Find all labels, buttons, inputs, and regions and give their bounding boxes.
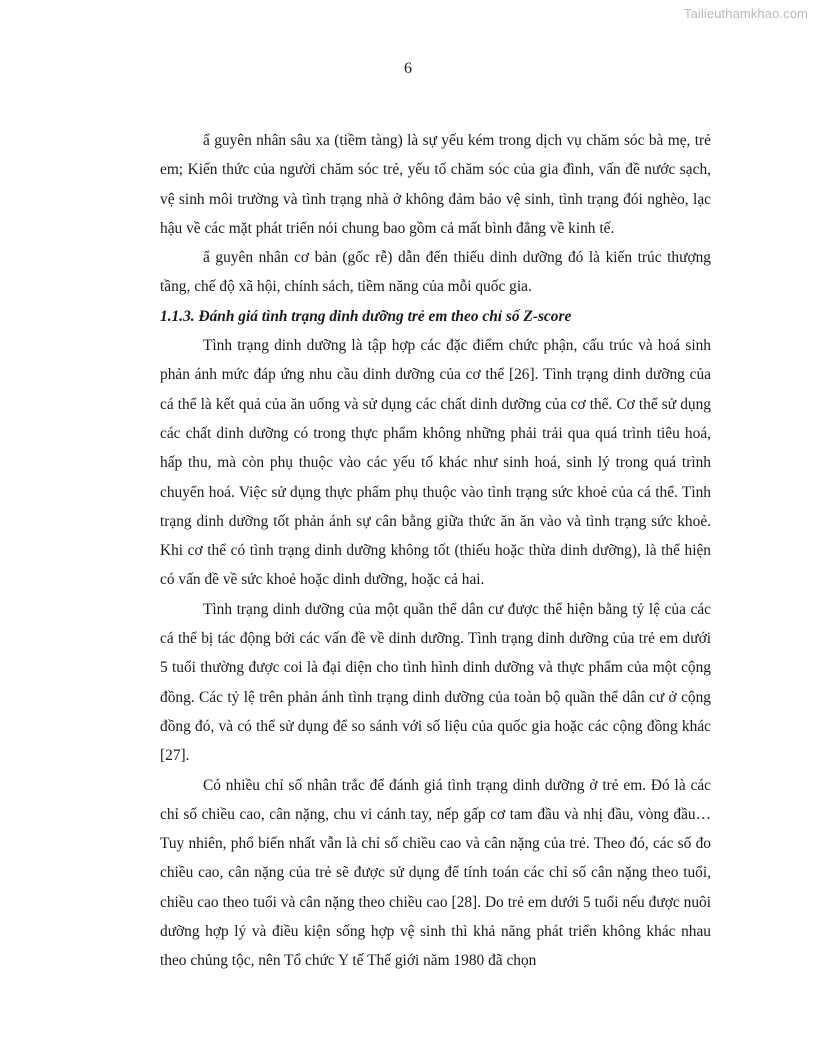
paragraph: ẩ guyên nhân sâu xa (tiềm tàng) là sự yếu kém trong dịch vụ chăm sóc bà mẹ, trẻ em; Kiến thức của người chăm sóc trẻ, yếu tố chăm sóc của gia đình, vấn đề nước sạch, vệ sinh môi trường và tình trạng nhà ở không đảm bảo vệ sinh, tình trạng đói nghèo, lạc hậu về các mặt phát triển nói chung bao gồm cả mất bình đẳng về kinh tế. bbox=[160, 132, 711, 237]
page-number: 6 bbox=[404, 60, 412, 77]
watermark: Tailieuthamkhao.com bbox=[683, 6, 808, 21]
paragraph: Tình trạng dinh dưỡng là tập hợp các đặc điểm chức phận, cấu trúc và hoá sinh phản ánh mức đáp ứng nhu cầu dinh dưỡng của cơ thể [26]. Tình trạng dinh dưỡng của cá thể là kết quả của ăn uống và sử dụng các chất dinh dưỡng của cơ thể. Cơ thể sử dụng các chất dinh dưỡng có trong thực phẩm không những phải trải qua quá trình tiêu hoá, hấp thu, mà còn phụ thuộc vào các yếu tố khác như sinh hoá, sinh lý trong quá trình chuyển hoá. Việc sử dụng thực phẩm phụ thuộc vào tình trạng sức khoẻ của cá thể. Tình trạng dinh dưỡng tốt phản ánh sự cân bằng giữa thức ăn ăn vào và tình trạng sức khoẻ. Khi cơ thể có tình trạng dinh dưỡng không tốt (thiếu hoặc thừa dinh dưỡng), là thể hiện có vấn đề về sức khoẻ hoặc dinh dưỡng, hoặc cả hai. bbox=[160, 337, 711, 589]
paragraph: ẩ guyên nhân cơ bản (gốc rễ) dẫn đến thiếu dinh dưỡng đó là kiến trúc thượng tầng, chế độ xã hội, chính sách, tiềm năng của mỗi quốc gia. bbox=[160, 249, 711, 296]
section-heading: 1.1.3. Đánh giá tình trạng dinh dưỡng trẻ em theo chỉ số Z-score bbox=[160, 307, 572, 325]
paragraph: Tình trạng dinh dưỡng của một quần thể dân cư được thể hiện bằng tỷ lệ của các cá thể bị tác động bởi các vấn đề về dinh dưỡng. Tình trạng dinh dưỡng của trẻ em dưới 5 tuổi thường được coi là đại diện cho tình hình dinh dưỡng và thực phẩm của một cộng đồng. Các tỷ lệ trên phản ánh tình trạng dinh dưỡng của toàn bộ quần thể dân cư ở cộng đồng đó, và có thể sử dụng để so sánh với số liệu của quốc gia hoặc các cộng đồng khác [27]. bbox=[160, 600, 711, 765]
document-body bbox=[160, 126, 711, 976]
paragraph: Có nhiều chỉ số nhân trắc để đánh giá tình trạng dinh dưỡng ở trẻ em. Đó là các chỉ số chiều cao, cân nặng, chu vi cánh tay, nếp gấp cơ tam đầu và nhị đầu, vòng đầu… Tuy nhiên, phổ biến nhất vẫn là chỉ số chiều cao và cân nặng của trẻ. Theo đó, các số đo chiều cao, cân nặng của trẻ sẽ được sử dụng để tính toán các chỉ số cân nặng theo tuổi, chiều cao theo tuổi và cân nặng theo chiều cao [28]. Do trẻ em dưới 5 tuổi nếu được nuôi dưỡng hợp lý và điều kiện sống hợp vệ sinh thì khả năng phát triển không khác nhau theo chủng tộc, nên Tổ chức Y tế Thế giới năm 1980 đã chọn bbox=[160, 776, 711, 970]
